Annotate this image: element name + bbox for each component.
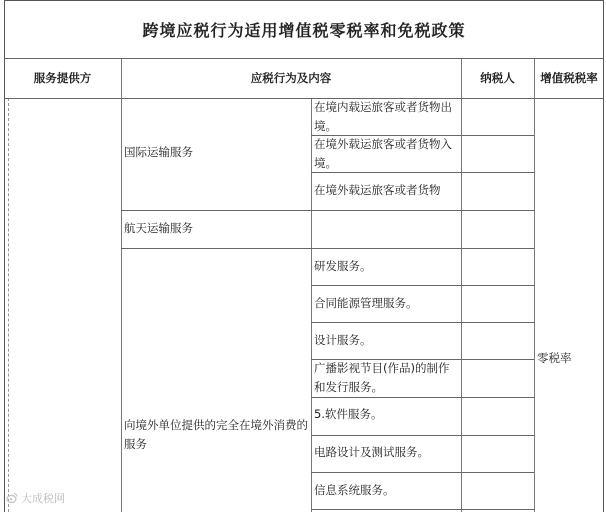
table-title: 跨境应税行为适用增值税零税率和免税政策 [4, 0, 604, 58]
item-design-service: 设计服务。 [314, 333, 372, 347]
row-line [311, 509, 534, 510]
col-divider-rate [534, 58, 535, 512]
row-line [121, 210, 534, 211]
item-software-service: 5.软件服务。 [314, 407, 383, 421]
header-provider: 服务提供方 [33, 70, 92, 85]
group-overseas-services: 向境外单位提供的完全在境外消费的服务 [124, 418, 308, 451]
item-broadcast-film: 广播影视节目(作品)的制作和发行服务。 [314, 361, 450, 394]
item-inbound-transport: 在境外载运旅客或者货物入境。 [314, 137, 452, 170]
weibo-icon [6, 492, 18, 504]
row-line [311, 472, 534, 473]
table-border-right [603, 58, 604, 512]
row-line [311, 285, 534, 286]
dashed-guide [8, 98, 9, 512]
row-line [311, 322, 534, 323]
item-energy-management: 合同能源管理服务。 [314, 296, 418, 310]
item-rnd-service: 研发服务。 [314, 259, 372, 273]
watermark-text: 大成税网 [21, 492, 65, 505]
row-line [311, 435, 534, 436]
group-intl-transport: 国际运输服务 [124, 145, 193, 159]
header-taxpayer: 纳税人 [480, 70, 515, 85]
header-rate: 增值税税率 [540, 70, 598, 85]
header-bottom-line [4, 98, 604, 99]
col-divider-item-1 [311, 98, 312, 248]
table-border-left [4, 58, 5, 512]
item-information-system: 信息系统服务。 [314, 483, 395, 497]
item-circuit-design: 电路设计及测试服务。 [314, 445, 429, 459]
row-line [311, 397, 534, 398]
header-behavior: 应税行为及内容 [250, 70, 332, 85]
item-outbound-transport: 在境内载运旅客或者货物出境。 [314, 100, 452, 133]
group-aerospace: 航天运输服务 [124, 221, 193, 235]
item-abroad-transport: 在境外载运旅客或者货物 [314, 183, 441, 197]
col-divider-provider [121, 58, 122, 512]
watermark [6, 490, 65, 506]
rate-zero: 零税率 [537, 351, 572, 365]
row-line [121, 248, 534, 249]
